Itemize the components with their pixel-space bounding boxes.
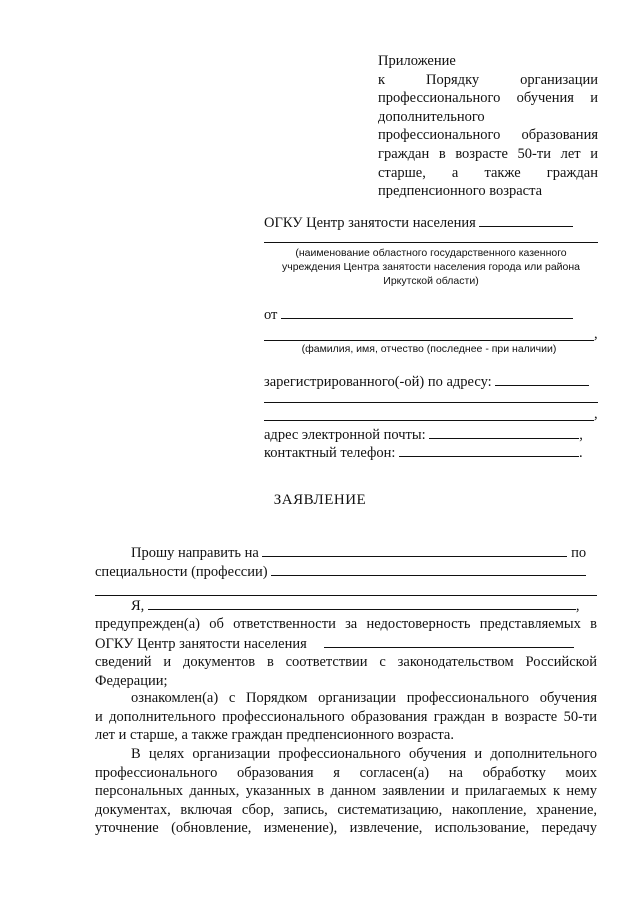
address-line-2[interactable] (264, 402, 598, 403)
phone-input-line[interactable] (399, 443, 579, 457)
center-caption: (наименование областного государственного казенного учреждения Центра занятости населения города или района Иркутской области) (281, 247, 581, 287)
specialty-label: специальности (профессии) (95, 564, 268, 580)
appendix-line: граждан в возрасте 50-ти лет и (378, 145, 598, 162)
consent-paragraph (95, 745, 597, 838)
warned-line: предупрежден(а) об ответственности за недостоверность представляемых в (95, 616, 597, 632)
request-suffix: по (571, 545, 587, 561)
document-title: ЗАЯВЛЕНИЕ (273, 492, 367, 508)
specialty-input-line[interactable] (271, 562, 586, 576)
appendix-line: профессионального образования (378, 127, 598, 144)
appendix-block (378, 52, 598, 201)
warned-line: сведений и документов в соответствии с законодательством Российской (95, 654, 597, 671)
fio-line-2[interactable] (264, 340, 594, 341)
from-field (264, 305, 573, 324)
familiar-paragraph (95, 689, 597, 745)
i-line: Я, , (131, 598, 580, 614)
address-comma: , (594, 406, 598, 422)
specialty-line (95, 562, 586, 581)
consent-line: профессионального образования я согласен(а) на обработку моих (95, 764, 597, 781)
from-label: от (264, 307, 278, 323)
email-label: адрес электронной почты: (264, 427, 426, 443)
phone-label: контактный телефон: (264, 445, 396, 461)
fio-comma: , (594, 326, 598, 342)
request-input-line[interactable] (262, 543, 567, 557)
fio-caption: (фамилия, имя, отчество (последнее - при наличии) (301, 343, 557, 355)
address-label: зарегистрированного(-ой) по адресу: (264, 374, 492, 390)
email-field: адрес электронной почты: , (264, 427, 583, 443)
appendix-line: старше, а также граждан (378, 164, 598, 181)
i-input-line[interactable] (148, 596, 576, 610)
appendix-line: профессионального обучения и (378, 90, 598, 107)
familiar-line: и дополнительного профессионального образования граждан в возрасте 50-ти (95, 708, 597, 725)
address-line-3[interactable] (264, 420, 594, 421)
warned-line: ОГКУ Центр занятости населения (95, 634, 597, 654)
center-input-line[interactable] (479, 213, 573, 227)
consent-line: уточнение (обновление, изменение), извлечение, использование, передачу (95, 820, 597, 837)
appendix-line: дополнительного (378, 108, 485, 125)
center-line-2[interactable] (264, 242, 598, 243)
center-label: ОГКУ Центр занятости населения (264, 215, 476, 231)
consent-line: персональных данных, указанных в данном заявлении и прилагаемых к нему (95, 783, 597, 800)
appendix-line: Приложение (378, 53, 456, 69)
center-field (264, 213, 573, 232)
appendix-line: предпенсионного возраста (378, 183, 543, 200)
appendix-line: к Порядку организации (378, 71, 598, 88)
i-label: Я, (131, 598, 145, 614)
familiar-line: лет и старше, а также граждан предпенсионного возраста. (95, 727, 454, 744)
address-input-line[interactable] (495, 372, 589, 386)
consent-line: документах, включая сбор, запись, систематизацию, накопление, хранение, (95, 801, 597, 818)
email-input-line[interactable] (429, 425, 579, 439)
address-field (264, 372, 589, 391)
request-line (131, 543, 586, 562)
from-input-line[interactable] (281, 305, 573, 319)
warned-line: Федерации; (95, 672, 168, 689)
familiar-line: ознакомлен(а) с Порядком организации профессионального обучения (131, 690, 597, 706)
warned-input-line[interactable] (324, 634, 574, 648)
request-prefix: Прошу направить на (131, 545, 259, 561)
consent-line: В целях организации профессионального обучения и дополнительного (131, 746, 597, 762)
phone-field: контактный телефон: . (264, 445, 583, 461)
warned-paragraph (95, 615, 597, 690)
